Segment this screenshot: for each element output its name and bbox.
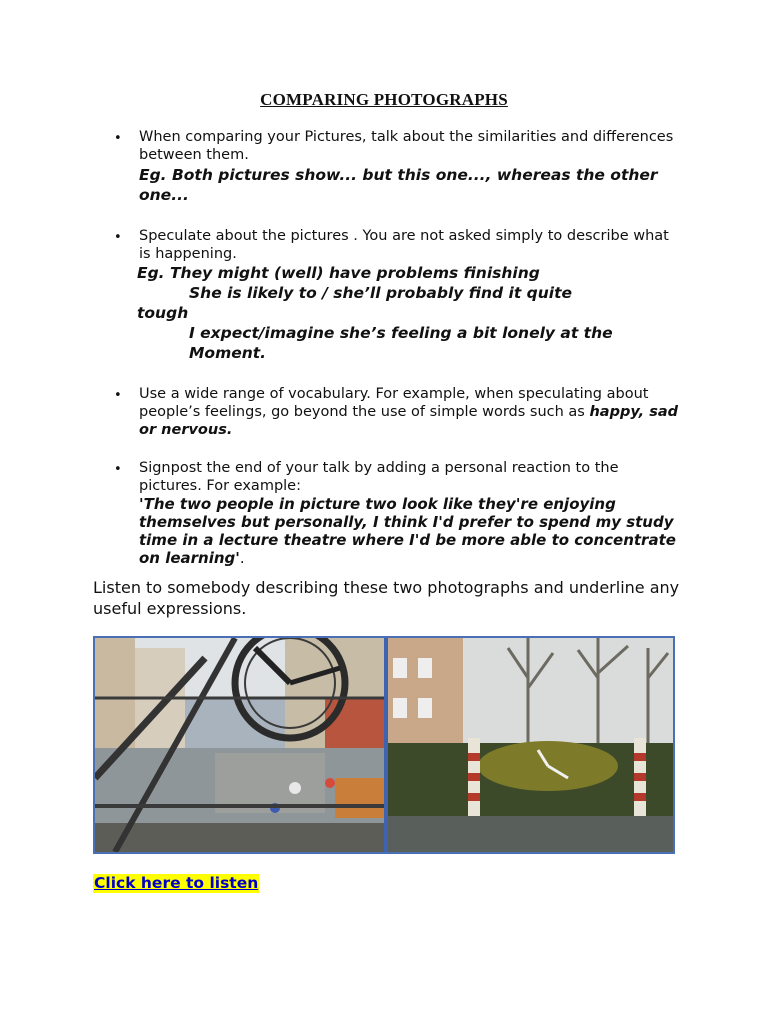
list-item-signpost <box>112 459 682 567</box>
bullet-icon: • <box>114 131 122 146</box>
quote-end: . <box>239 549 245 567</box>
listening-instruction: Listen to somebody describing these two photographs and underline any useful expressions. <box>93 578 680 618</box>
tip-text: Use a wide range of vocabulary. For example, when speculating about people’s feelings, go beyond the use of simple words such as <box>139 386 649 420</box>
example-line: I expect/imagine she’s feeling a bit lonely at the <box>189 324 613 342</box>
clock-street-illustration <box>95 638 385 852</box>
example-line: She is likely to / she’ll probably find it quite <box>189 284 573 302</box>
tips-list <box>112 128 682 567</box>
emphasis-text: happy, sad or nervous. <box>139 404 679 438</box>
example-line: Moment. <box>189 344 267 362</box>
quote-text: 'The two people in picture two look like they're enjoying themselves but personally, I think I'd prefer to spend my study time in a lecture theatre where I'd be more able to concentrate on learning' <box>139 495 676 567</box>
bullet-icon: • <box>114 388 122 403</box>
bullet-icon: • <box>114 462 122 477</box>
page-title: COMPARING PHOTOGRAPHS <box>260 90 508 109</box>
tip-text: Signpost the end of your talk by adding a personal reaction to the pictures. For example: <box>139 460 619 494</box>
example-line: tough <box>137 304 189 322</box>
tip-text: When comparing your Pictures, talk about the similarities and differences between them. <box>139 129 674 163</box>
flower-clock-photo <box>388 638 675 852</box>
list-item-speculate <box>112 227 682 363</box>
bullet-icon: • <box>114 230 122 245</box>
list-item-comparing <box>112 128 682 205</box>
click-to-listen-link[interactable]: Click here to listen <box>94 874 259 892</box>
example-line: Eg. They might (well) have problems finishing <box>137 264 540 282</box>
example-text: Eg. Both pictures show... but this one..., whereas the other one... <box>139 166 658 204</box>
tip-text: Speculate about the pictures . You are not asked simply to describe what is happening. <box>139 228 669 262</box>
photographs-panel <box>93 636 675 854</box>
clock-street-photo <box>95 638 385 852</box>
flower-clock-illustration <box>388 638 675 852</box>
list-item-vocabulary <box>112 385 682 439</box>
